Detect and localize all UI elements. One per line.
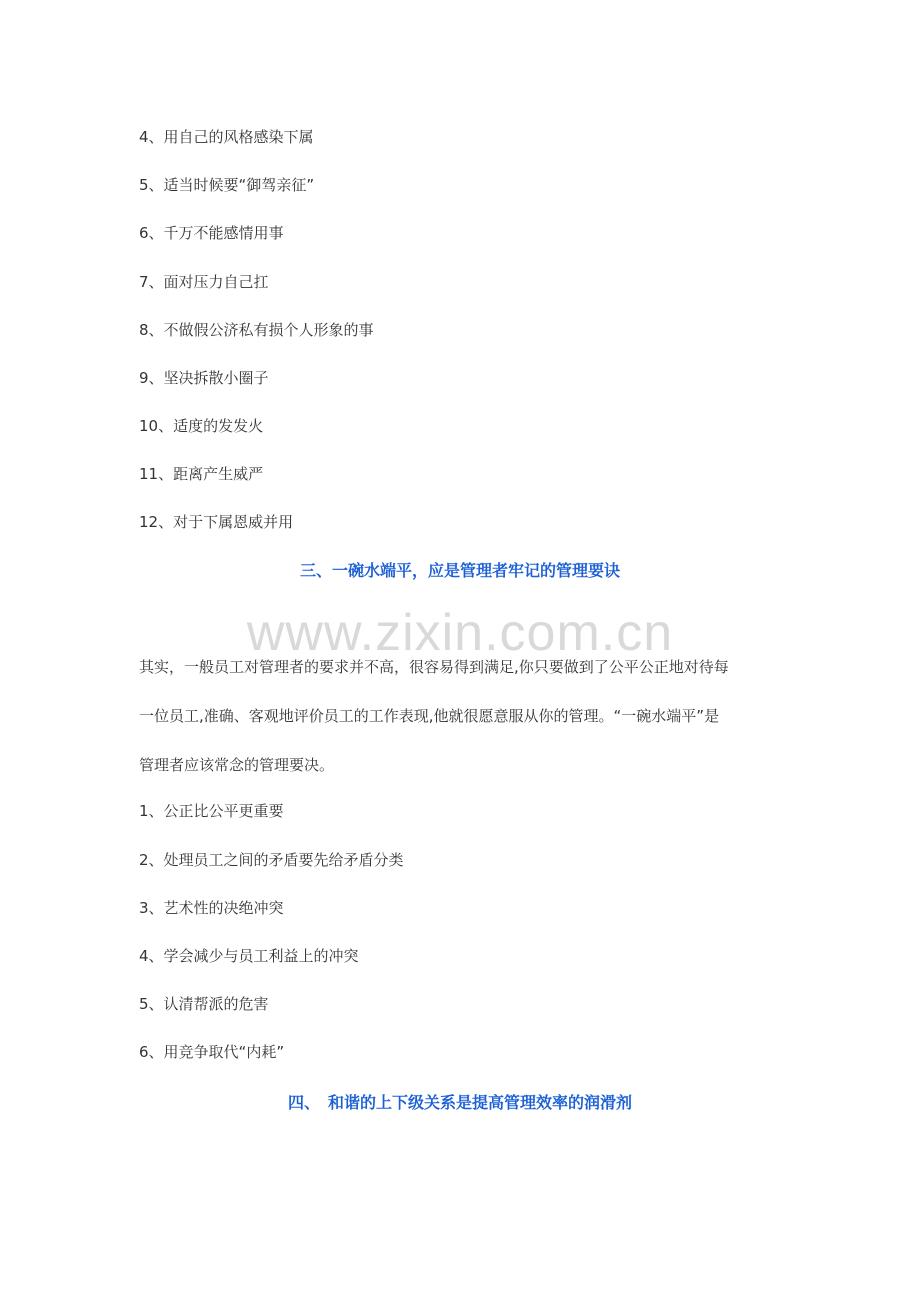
list-item: 10、适度的发发火 [139, 417, 264, 435]
paragraph-line: 一位员工,准确、客观地评价员工的工作表现,他就很愿意服从你的管理。“一碗水端平”是 [139, 707, 720, 725]
paragraph-line: 管理者应该常念的管理要决。 [139, 756, 335, 774]
list-item: 3、艺术性的决绝冲突 [139, 899, 284, 917]
section-heading-3: 三、一碗水端平，应是管理者牢记的管理要诀 [299, 561, 620, 580]
list-item: 5、认清帮派的危害 [139, 995, 269, 1013]
watermark: www.zixin.com.cn [246, 604, 674, 662]
list-item: 11、距离产生威严 [139, 465, 264, 483]
list-item: 9、坚决拆散小圈子 [139, 369, 269, 387]
section-heading-4: 四、 和谐的上下级关系是提高管理效率的润滑剂 [287, 1093, 632, 1112]
list-item: 7、面对压力自己扛 [139, 273, 269, 291]
list-item: 4、学会减少与员工利益上的冲突 [139, 947, 359, 965]
list-item: 1、公正比公平更重要 [139, 802, 284, 820]
list-item: 6、用竞争取代“内耗” [139, 1043, 285, 1061]
list-item: 6、千万不能感情用事 [139, 224, 284, 242]
list-item: 12、对于下属恩威并用 [139, 513, 294, 531]
list-item: 5、适当时候要“御驾亲征” [139, 176, 315, 194]
list-item: 8、不做假公济私有损个人形象的事 [139, 321, 374, 339]
paragraph-line: 其实，一般员工对管理者的要求并不高，很容易得到满足,你只要做到了公平公正地对待每 [139, 658, 729, 676]
list-item: 4、用自己的风格感染下属 [139, 128, 314, 146]
list-item: 2、处理员工之间的矛盾要先给矛盾分类 [139, 851, 404, 869]
